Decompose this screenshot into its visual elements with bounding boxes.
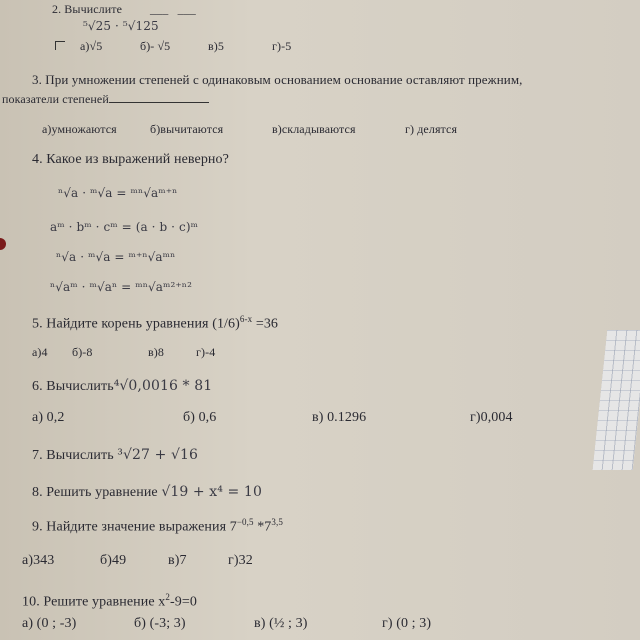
q7-expression: ³√27 + √16 [117,447,198,463]
checkbox-icon [55,41,65,50]
q5-option-a: а)4 [32,345,48,359]
q5-option-d: г)-4 [196,345,216,359]
q4-expr-2: aᵐ · bᵐ · cᵐ = (a · b · c)ᵐ [50,220,199,234]
q10-option-b: б) (-3; 3) [134,616,186,631]
q4-title: 4. Какое из выражений неверно? [32,152,229,167]
q6-expression: ⁴√0,0016 * 81 [113,378,213,394]
q6-option-d: г)0,004 [470,410,513,425]
q3-line1: 3. При умножении степеней с одинаковым основанием основание оставляют прежним, [32,72,523,87]
q6-option-b: б) 0,6 [183,410,217,425]
q2-expression: ⁵√25 · ⁵√125 [83,19,159,33]
q9-option-d: г)32 [228,553,253,568]
q10-option-d: г) (0 ; 3) [382,616,432,631]
q2-option-d: г)-5 [272,39,292,53]
q2-option-b: б)- √5 [140,39,171,53]
q3-option-d: г) делятся [405,122,458,136]
grid-paper-lines [593,330,640,470]
q9-option-a: а)343 [22,553,55,568]
q10-title: 10. Решите уравнение $x^2-9=0$ [22,592,197,610]
q10-option-a: а) (0 ; -3) [22,616,77,631]
q9-option-b: б)49 [100,553,127,568]
q8-expression: √19 + x⁴ = 10 [161,484,262,500]
q5-option-b: б)-8 [72,345,93,359]
q3-option-a: а)умножаются [42,122,117,136]
q5-option-c: в)8 [148,345,164,359]
red-mark [0,238,6,250]
q3-option-c: в)складываются [272,122,356,136]
q9-title: 9. Найдите значение выражения $7^{-0,5}$ *7$^{3,5}$ [32,517,283,535]
q2-title: 2. Вычислите [52,2,123,16]
q6-option-c: в) 0.1296 [312,410,367,425]
q4-expr-3: ⁿ√a · ᵐ√a = ᵐ⁺ⁿ√aᵐⁿ [56,250,176,264]
q10-option-c: в) (½ ; 3) [254,616,308,631]
q8-title: 8. Решить уравнение √19 + x⁴ = 10 [32,484,262,500]
q6-title: 6. Вычислить⁴√0,0016 * 81 [32,378,213,394]
q7-title: 7. Вычислить ³√27 + √16 [32,447,198,463]
q6-option-a: а) 0,2 [32,410,65,425]
q2-option-a: а)√5 [80,39,103,53]
q2-blanks: ___ ___ [150,2,196,16]
q9-option-c: в)7 [168,553,187,568]
q4-expr-1: ⁿ√a · ᵐ√a = ᵐⁿ√aᵐ⁺ⁿ [58,186,178,200]
q3-option-b: б)вычитаются [150,122,224,136]
q4-expr-4: ⁿ√aᵐ · ᵐ√aⁿ = ᵐⁿ√aᵐ²⁺ⁿ² [50,280,192,294]
q3-line2: показатели степеней [2,92,209,107]
q5-title: 5. Найдите корень уравнения $(1/6)^{6-x} =36$ [32,314,279,332]
q2-option-c: в)5 [208,39,224,53]
